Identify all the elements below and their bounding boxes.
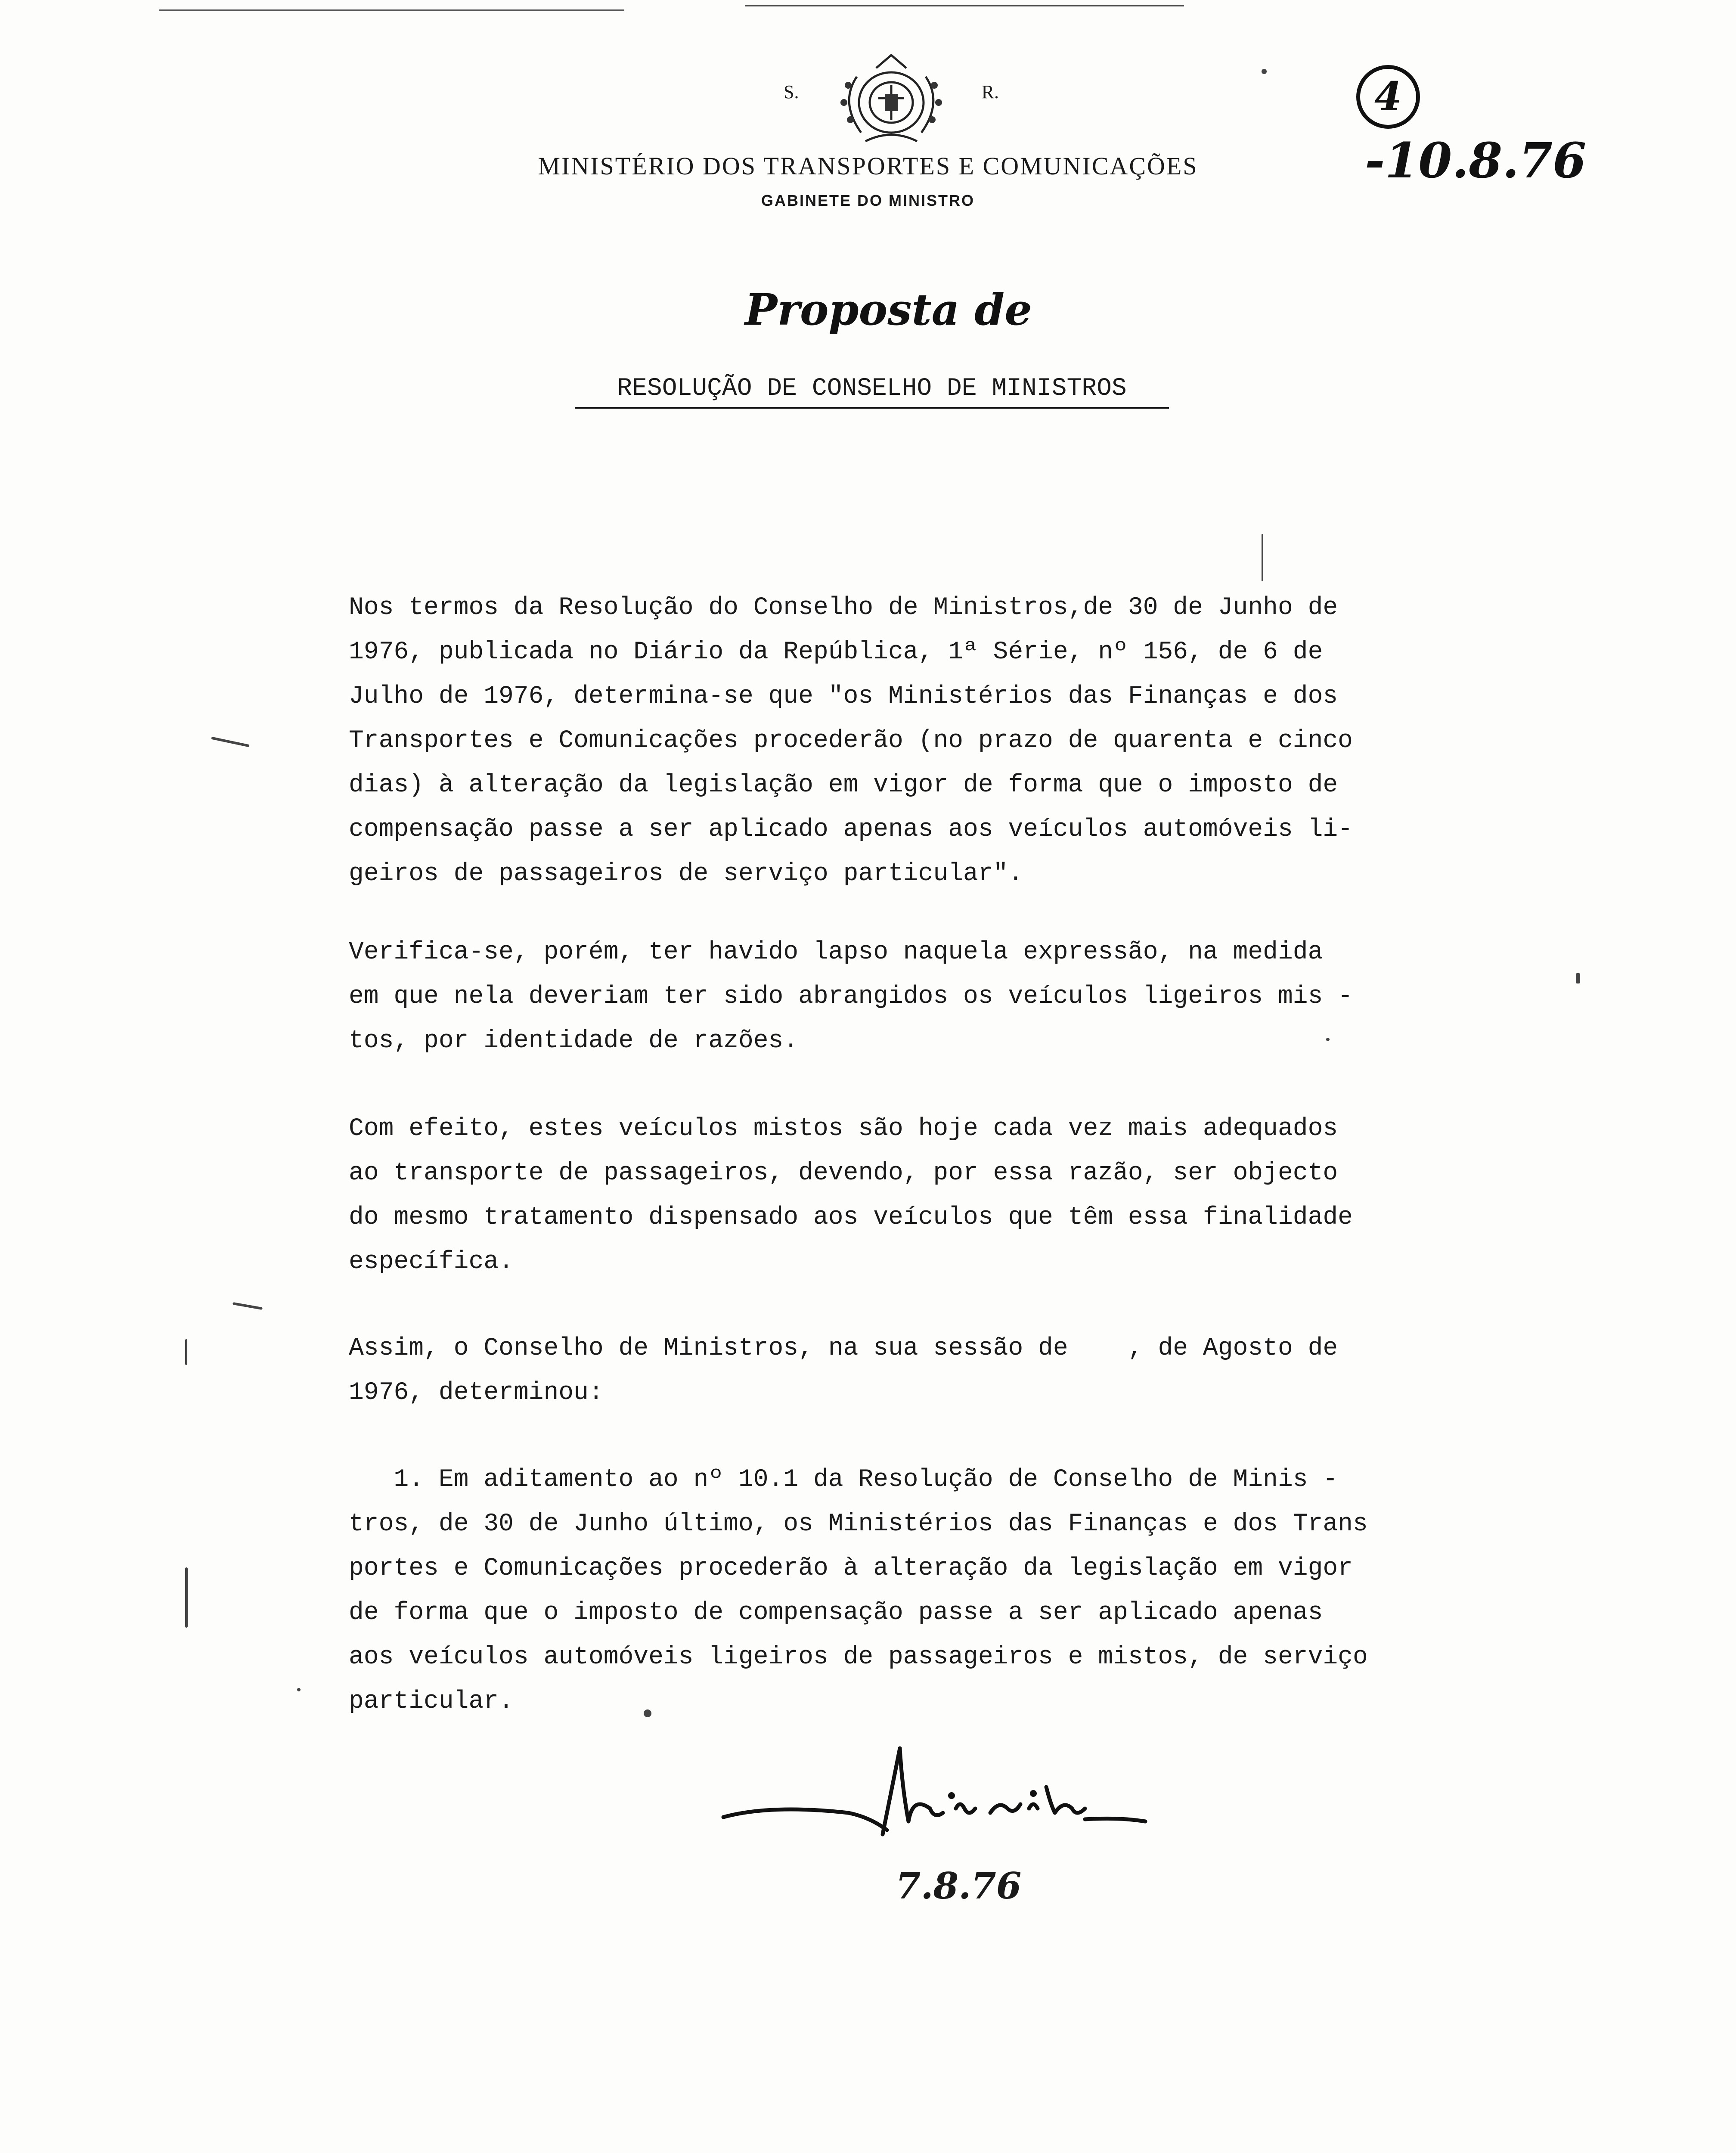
handwritten-signature bbox=[706, 1744, 1154, 1856]
scan-speck bbox=[1576, 973, 1580, 983]
republic-seal bbox=[784, 51, 999, 150]
scan-speck bbox=[1262, 69, 1267, 74]
document-heading: RESOLUÇÃO DE CONSELHO DE MINISTROS bbox=[575, 375, 1169, 409]
handwritten-title: Proposta de bbox=[745, 284, 1032, 335]
paragraph-5: 1. Em aditamento ao nº 10.1 da Resolução de Conselho de Minis - tros, de 30 de Junho último, os Ministérios das Finanças e dos Trans portes e Comunicações procederão à alteração da legislação em vigor de forma que o imposto de compensação passe a ser aplicado apenas aos veículos automóveis ligeiros de passageiros e mistos, de serviço particular. bbox=[349, 1466, 1368, 1716]
scan-speck bbox=[211, 737, 249, 748]
scan-speck bbox=[644, 1709, 651, 1717]
top-rule-left bbox=[159, 9, 624, 11]
seal-left-letter: S. bbox=[784, 81, 799, 102]
seal-right-letter: R. bbox=[981, 81, 999, 102]
paragraph-2: Verifica-se, porém, ter havido lapso naquela expressão, na medida em que nela deveriam ter sido abrangidos os veículos ligeiros mis - tos, por identidade de razões. bbox=[349, 938, 1353, 1055]
scan-speck bbox=[1262, 534, 1263, 581]
signature-date: 7.8.76 bbox=[896, 1864, 1022, 1907]
handwritten-reference bbox=[1356, 65, 1597, 189]
scan-speck bbox=[232, 1302, 263, 1310]
ministry-name: MINISTÉRIO DOS TRANSPORTES E COMUNICAÇÕES bbox=[538, 152, 1198, 180]
top-rule-right bbox=[745, 5, 1184, 6]
paragraph-4: Assim, o Conselho de Ministros, na sua sessão de , de Agosto de 1976, determinou: bbox=[349, 1334, 1338, 1407]
paragraph-3: Com efeito, estes veículos mistos são hoje cada vez mais adequados ao transporte de passageiros, devendo, por essa razão, ser objecto do mesmo tratamento dispensado aos veículos que têm essa finalidade específica. bbox=[349, 1115, 1353, 1276]
cabinet-name: GABINETE DO MINISTRO bbox=[761, 192, 975, 209]
coat-of-arms-icon bbox=[831, 51, 952, 150]
handwritten-date: -10.8.76 bbox=[1365, 132, 1587, 189]
scan-speck bbox=[185, 1567, 188, 1628]
circled-number: 4 bbox=[1356, 65, 1420, 129]
scan-speck bbox=[297, 1688, 301, 1691]
paragraph-1: Nos termos da Resolução do Conselho de Ministros,de 30 de Junho de 1976, publicada no Diário da República, 1ª Série, nº 156, de 6 de Julho de 1976, determina-se que "os Ministérios das Finanças e dos Transportes e Comunicações procederão (no prazo de quarenta e cinco dias) à alteração da legislação em vigor de forma que o imposto de compensação passe a ser aplicado apenas aos veículos automóveis li- geiros de passageiros de serviço particular". bbox=[349, 594, 1353, 888]
scan-speck bbox=[1326, 1038, 1330, 1041]
scan-speck bbox=[185, 1339, 187, 1365]
